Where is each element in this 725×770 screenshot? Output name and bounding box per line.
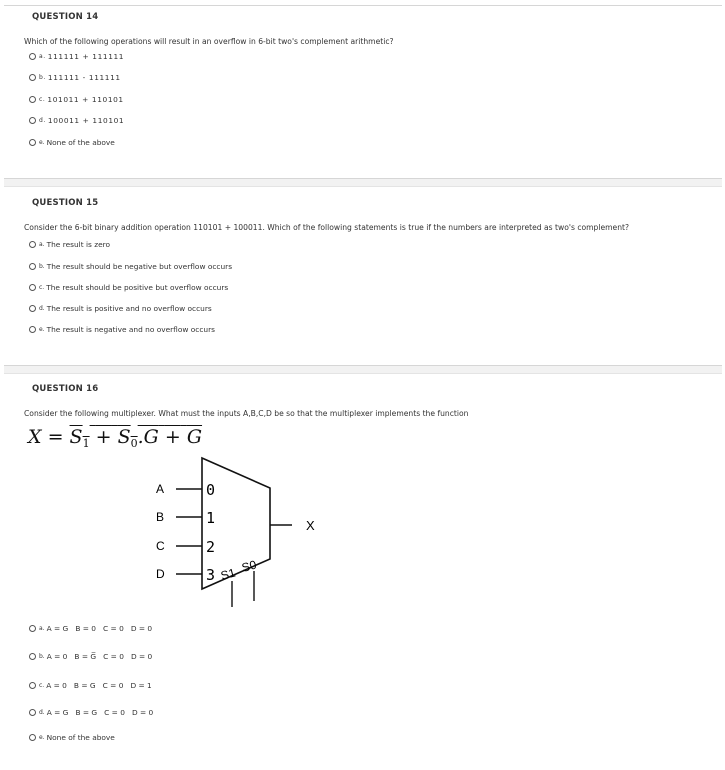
select-label-s0: S0 [240, 557, 258, 575]
option-letter: a. [39, 240, 45, 248]
option-text: A = 0 B = G̅ C = 0 D = 0 [46, 651, 153, 661]
option-text: 111111 + 111111 [47, 51, 125, 61]
option-letter: b. [39, 73, 46, 81]
option-letter: b. [39, 262, 45, 270]
question-14-title: QUESTION 14 [32, 12, 99, 22]
option-text: A = G B = G C = 0 D = 0 [46, 707, 154, 717]
question-14-text: Which of the following operations will result in an overflow in 6-bit two's complement arithmetic? [24, 37, 394, 46]
q15-option-a[interactable] [29, 238, 110, 250]
radio-button[interactable] [29, 625, 36, 632]
radio-button[interactable] [29, 74, 36, 81]
option-text: 111111 - 111111 [47, 72, 121, 82]
port-label-1: 1 [206, 509, 216, 527]
option-text: 100011 + 110101 [47, 115, 125, 125]
q16-option-d[interactable] [29, 706, 153, 718]
q15-option-c[interactable] [29, 281, 228, 293]
radio-button[interactable] [29, 326, 36, 333]
formula-s0-subscript: 0 [130, 437, 138, 450]
option-text: None of the above [46, 732, 115, 742]
formula-plus: + [164, 426, 181, 448]
option-text: The result is negative and no overflow occurs [46, 324, 215, 334]
option-text: None of the above [46, 137, 115, 147]
option-letter: e. [39, 733, 45, 741]
formula-plus: + [95, 426, 112, 448]
radio-button[interactable] [29, 284, 36, 291]
option-text: 101011 + 110101 [47, 94, 124, 104]
radio-button[interactable] [29, 117, 36, 124]
q16-option-b[interactable] [29, 650, 152, 662]
option-letter: a. [39, 624, 45, 632]
port-label-3: 3 [206, 566, 216, 584]
port-label-0: 0 [206, 481, 216, 499]
option-letter: d. [39, 304, 45, 312]
radio-button[interactable] [29, 734, 36, 741]
question-15-title: QUESTION 15 [32, 198, 99, 208]
option-text: The result is zero [46, 239, 111, 249]
option-letter: d. [39, 116, 46, 124]
radio-button[interactable] [29, 709, 36, 716]
question-16-title: QUESTION 16 [32, 384, 99, 394]
formula-s1-subscript: 1 [82, 437, 90, 450]
option-letter: e. [39, 325, 45, 333]
option-letter: b. [39, 652, 45, 660]
q14-option-a[interactable] [29, 50, 124, 62]
option-text: The result is positive and no overflow occurs [46, 303, 212, 313]
question-separator [4, 365, 722, 374]
divider-top [4, 5, 722, 6]
option-text: The result should be positive but overflow occurs [46, 282, 229, 292]
option-letter: a. [39, 52, 46, 60]
input-label-c: C [156, 539, 165, 553]
port-label-2: 2 [206, 538, 216, 556]
option-letter: c. [39, 681, 45, 689]
option-letter: e. [39, 138, 45, 146]
option-text: The result should be negative but overflow occurs [46, 261, 233, 271]
q14-option-e[interactable] [29, 136, 115, 148]
q16-option-c[interactable] [29, 679, 152, 691]
radio-button[interactable] [29, 96, 36, 103]
option-letter: c. [39, 95, 46, 103]
target-function-formula [28, 426, 202, 450]
radio-button[interactable] [29, 241, 36, 248]
radio-button[interactable] [29, 682, 36, 689]
radio-button[interactable] [29, 53, 36, 60]
select-label-s1: S1 [219, 565, 237, 583]
input-label-b: B [156, 510, 165, 524]
input-label-d: D [156, 567, 165, 581]
q16-option-a[interactable] [29, 622, 152, 634]
option-text: A = 0 B = G C = 0 D = 1 [46, 680, 152, 690]
formula-equals: = [47, 426, 64, 448]
question-15-text: Consider the 6-bit binary addition operation 110101 + 100011. Which of the following statements is true if the numbers are interpreted as two's complement? [24, 223, 630, 232]
formula-complement-bar [70, 426, 203, 448]
formula-s0: S [117, 426, 131, 448]
formula-s1: S [69, 426, 83, 448]
q15-option-e[interactable] [29, 323, 215, 335]
option-text: A = G B = 0 C = 0 D = 0 [46, 623, 153, 633]
option-letter: d. [39, 708, 45, 716]
q14-option-d[interactable] [29, 114, 124, 126]
q14-option-c[interactable] [29, 93, 124, 105]
q15-option-d[interactable] [29, 302, 212, 314]
radio-button[interactable] [29, 305, 36, 312]
q16-option-e[interactable] [29, 731, 115, 743]
question-separator [4, 178, 722, 187]
q15-option-b[interactable] [29, 260, 232, 272]
input-label-a: A [156, 482, 165, 496]
question-16-text: Consider the following multiplexer. What must the inputs A,B,C,D be so that the multiplexer implements the function [24, 409, 469, 418]
multiplexer-diagram [140, 455, 340, 610]
option-letter: c. [39, 283, 45, 291]
radio-button[interactable] [29, 263, 36, 270]
q14-option-b[interactable] [29, 71, 121, 83]
formula-dot-g: .G [137, 426, 159, 448]
formula-x: X [28, 426, 42, 448]
radio-button[interactable] [29, 139, 36, 146]
radio-button[interactable] [29, 653, 36, 660]
formula-g-bar: G [186, 426, 203, 448]
output-label-x: X [306, 518, 315, 533]
